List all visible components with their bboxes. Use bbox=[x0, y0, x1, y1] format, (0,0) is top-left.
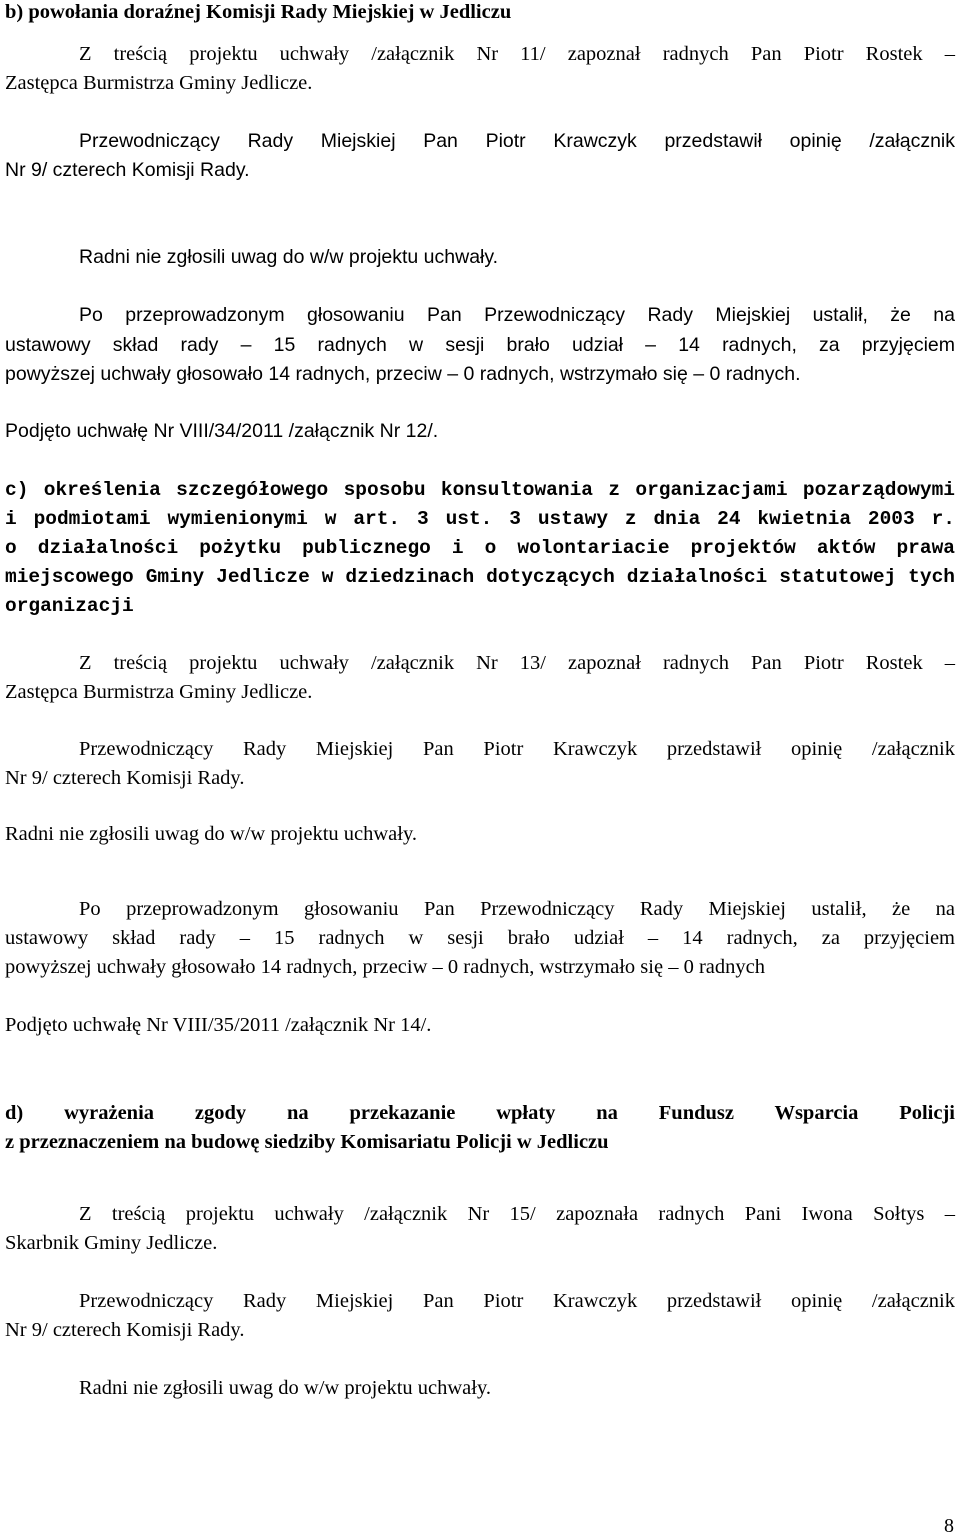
section-c-vote-line-1: Po przeprowadzonym głosowaniu Pan Przewodniczący Rady Miejskiej ustalił, że na bbox=[79, 898, 955, 920]
section-c-no-remarks: Radni nie zgłosili uwag do w/w projektu uchwały. bbox=[5, 823, 418, 845]
section-d-heading-line-1: d) wyrażenia zgody na przekazanie wpłaty na Fundusz Wsparcia Policji bbox=[5, 1102, 955, 1124]
section-c-heading-line-4: miejscowego Gminy Jedlicze w dziedzinach dotyczących działalności statutowej tych bbox=[5, 566, 955, 588]
section-c-opinion-line-2: Nr 9/ czterech Komisji Rady. bbox=[5, 767, 245, 789]
section-b-intro-line-1: Z treścią projektu uchwały /załącznik Nr 11/ zapoznał radnych Pan Piotr Rostek – bbox=[79, 43, 955, 65]
section-b-vote-line-2: ustawowy skład rady – 15 radnych w sesji brało udział – 14 radnych, za przyjęciem bbox=[5, 334, 955, 356]
section-c-opinion-line-1: Przewodniczący Rady Miejskiej Pan Piotr Krawczyk przedstawił opinię /załącznik bbox=[79, 738, 955, 760]
section-b-heading: b) powołania doraźnej Komisji Rady Miejskiej w Jedliczu bbox=[5, 1, 512, 23]
section-c-vote-line-2: ustawowy skład rady – 15 radnych w sesji brało udział – 14 radnych, za przyjęciem bbox=[5, 927, 955, 949]
section-c-heading-line-2: i podmiotami wymienionymi w art. 3 ust. 3 ustawy z dnia 24 kwietnia 2003 r. bbox=[5, 508, 955, 530]
section-d-no-remarks: Radni nie zgłosili uwag do w/w projektu uchwały. bbox=[79, 1377, 492, 1399]
section-b-no-remarks: Radni nie zgłosili uwag do w/w projektu uchwały. bbox=[79, 246, 499, 268]
page-number: 8 bbox=[944, 1515, 954, 1537]
section-c-intro-line-2: Zastępca Burmistrza Gminy Jedlicze. bbox=[5, 681, 313, 703]
section-b-opinion-line-1: Przewodniczący Rady Miejskiej Pan Piotr Krawczyk przedstawił opinię /załącznik bbox=[79, 130, 955, 152]
section-d-opinion-line-2: Nr 9/ czterech Komisji Rady. bbox=[5, 1319, 245, 1341]
section-b-vote-line-3: powyższej uchwały głosowało 14 radnych, przeciw – 0 radnych, wstrzymało się – 0 radnych. bbox=[5, 363, 801, 385]
section-c-intro-line-1: Z treścią projektu uchwały /załącznik Nr 13/ zapoznał radnych Pan Piotr Rostek – bbox=[79, 652, 955, 674]
section-c-vote-line-3: powyższej uchwały głosowało 14 radnych, przeciw – 0 radnych, wstrzymało się – 0 radnych bbox=[5, 956, 765, 978]
section-c-adopted-resolution: Podjęto uchwałę Nr VIII/35/2011 /załącznik Nr 14/. bbox=[5, 1014, 432, 1036]
section-d-intro-line-1: Z treścią projektu uchwały /załącznik Nr 15/ zapoznała radnych Pani Iwona Sołtys – bbox=[79, 1203, 955, 1225]
section-c-heading-line-1: c) określenia szczegółowego sposobu konsultowania z organizacjami pozarządowymi bbox=[5, 479, 955, 501]
section-d-heading-line-2: z przeznaczeniem na budowę siedziby Komisariatu Policji w Jedliczu bbox=[5, 1131, 609, 1153]
section-b-opinion-line-2: Nr 9/ czterech Komisji Rady. bbox=[5, 159, 250, 181]
section-b-vote-line-1: Po przeprowadzonym głosowaniu Pan Przewodniczący Rady Miejskiej ustalił, że na bbox=[79, 304, 955, 326]
section-d-opinion-line-1: Przewodniczący Rady Miejskiej Pan Piotr Krawczyk przedstawił opinię /załącznik bbox=[79, 1290, 955, 1312]
section-d-intro-line-2: Skarbnik Gminy Jedlicze. bbox=[5, 1232, 218, 1254]
section-c-heading-line-5: organizacji bbox=[5, 595, 134, 617]
section-b-intro-line-2: Zastępca Burmistrza Gminy Jedlicze. bbox=[5, 72, 313, 94]
section-b-adopted-resolution: Podjęto uchwałę Nr VIII/34/2011 /załącznik Nr 12/. bbox=[5, 420, 439, 442]
section-c-heading-line-3: o działalności pożytku publicznego i o wolontariacie projektów aktów prawa bbox=[5, 537, 955, 559]
